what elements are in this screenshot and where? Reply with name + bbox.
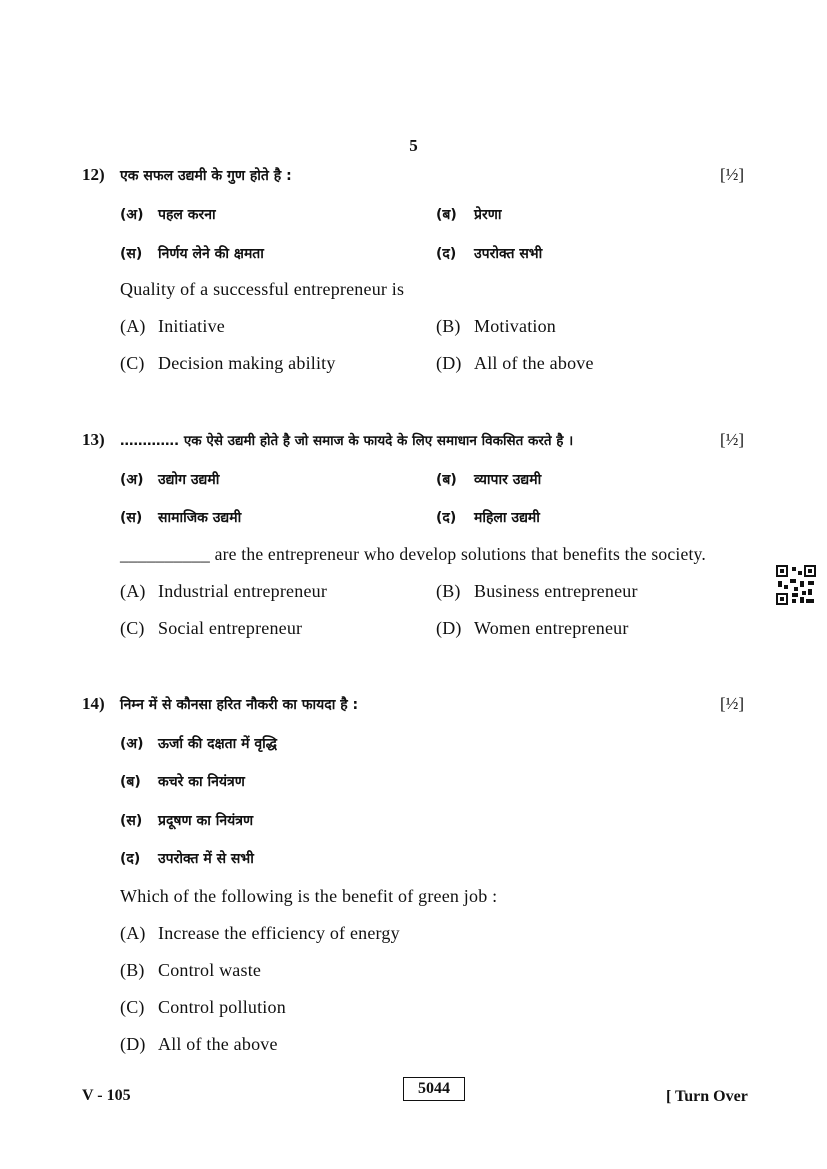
question-number: 13) [82, 430, 105, 449]
option-label: (B) [436, 316, 461, 336]
option-hindi [120, 244, 264, 263]
page-number: 5 [409, 136, 418, 155]
option-english [120, 316, 225, 337]
paper-code: V - 105 [82, 1087, 131, 1104]
option-text: प्रेरणा [474, 207, 502, 223]
option-label: (C) [120, 997, 145, 1017]
question-text-hindi: एक सफल उद्यमी के गुण होते है : [120, 168, 292, 184]
option-label: (ब) [436, 472, 457, 488]
option-english [120, 1034, 278, 1055]
question-number: 14) [82, 694, 105, 713]
option-hindi [120, 470, 219, 489]
qr-code-icon [776, 565, 816, 605]
question-number: 12) [82, 165, 105, 184]
option-english [436, 581, 638, 602]
option-label: (A) [120, 581, 146, 601]
option-text: व्यापार उद्यमी [474, 472, 542, 488]
option-label: (अ) [120, 472, 144, 488]
option-text: पहल करना [158, 207, 216, 223]
option-label: (स) [120, 246, 143, 262]
option-text: कचरे का नियंत्रण [158, 774, 245, 790]
option-hindi [120, 205, 216, 224]
question-text-hindi: …………. एक ऐसे उद्यमी होते है जो समाज के फायदे के लिए समाधान विकसित करते है । [120, 433, 574, 449]
option-label: (द) [120, 851, 141, 867]
option-hindi [120, 772, 245, 791]
option-text: Control waste [158, 960, 262, 980]
question-text-english: Quality of a successful entrepreneur is [120, 279, 405, 299]
option-english [436, 316, 556, 337]
option-text: All of the above [474, 353, 594, 373]
option-text: Increase the efficiency of energy [158, 923, 400, 943]
option-hindi [120, 734, 277, 753]
option-label: (D) [436, 353, 462, 373]
question-text-hindi: निम्न में से कौनसा हरित नौकरी का फायदा है : [120, 697, 359, 713]
option-text: उपरोक्त सभी [474, 246, 543, 262]
question-text-english: Which of the following is the benefit of green job : [120, 886, 498, 906]
option-text: Motivation [474, 316, 556, 336]
option-text: Control pollution [158, 997, 286, 1017]
option-text: निर्णय लेने की क्षमता [158, 246, 264, 262]
option-english [436, 618, 629, 639]
option-text: उद्योग उद्यमी [158, 472, 220, 488]
option-hindi [120, 811, 253, 830]
option-text: प्रदूषण का नियंत्रण [158, 813, 254, 829]
option-label: (ब) [120, 774, 141, 790]
option-text: Industrial entrepreneur [158, 581, 328, 601]
option-text: उपरोक्त में से सभी [158, 851, 254, 867]
option-hindi [120, 849, 254, 868]
page-code-box: 5044 [403, 1077, 465, 1101]
option-english [120, 618, 302, 639]
option-text: All of the above [158, 1034, 278, 1054]
question-marks: [½] [720, 694, 745, 713]
option-label: (स) [120, 813, 143, 829]
option-label: (D) [120, 1034, 146, 1054]
option-english [120, 353, 336, 374]
option-hindi [436, 244, 542, 263]
option-label: (B) [120, 960, 145, 980]
option-text: Women entrepreneur [474, 618, 629, 638]
option-label: (D) [436, 618, 462, 638]
option-label: (C) [120, 618, 145, 638]
option-label: (द) [436, 246, 457, 262]
question-marks: [½] [720, 430, 745, 449]
option-label: (C) [120, 353, 145, 373]
option-hindi [436, 508, 540, 527]
option-label: (A) [120, 316, 146, 336]
option-label: (अ) [120, 736, 144, 752]
option-text: सामाजिक उद्यमी [158, 510, 242, 526]
option-text: महिला उद्यमी [474, 510, 540, 526]
option-hindi [120, 508, 241, 527]
option-english [120, 997, 286, 1018]
option-label: (B) [436, 581, 461, 601]
turn-over-label: [ Turn Over [666, 1088, 748, 1105]
option-english [120, 960, 261, 981]
option-label: (द) [436, 510, 457, 526]
question-text-english: __________ are the entrepreneur who develop solutions that benefits the society. [120, 544, 707, 564]
option-label: (स) [120, 510, 143, 526]
option-label: (अ) [120, 207, 144, 223]
question-marks: [½] [720, 165, 745, 184]
option-hindi [436, 205, 501, 224]
option-english [436, 353, 594, 374]
option-hindi [436, 470, 541, 489]
option-label: (ब) [436, 207, 457, 223]
option-text: Decision making ability [158, 353, 336, 373]
option-text: Business entrepreneur [474, 581, 638, 601]
option-text: Initiative [158, 316, 225, 336]
option-text: ऊर्जा की दक्षता में वृद्धि [158, 736, 277, 752]
option-english [120, 581, 327, 602]
option-text: Social entrepreneur [158, 618, 303, 638]
option-english [120, 923, 400, 944]
option-label: (A) [120, 923, 146, 943]
